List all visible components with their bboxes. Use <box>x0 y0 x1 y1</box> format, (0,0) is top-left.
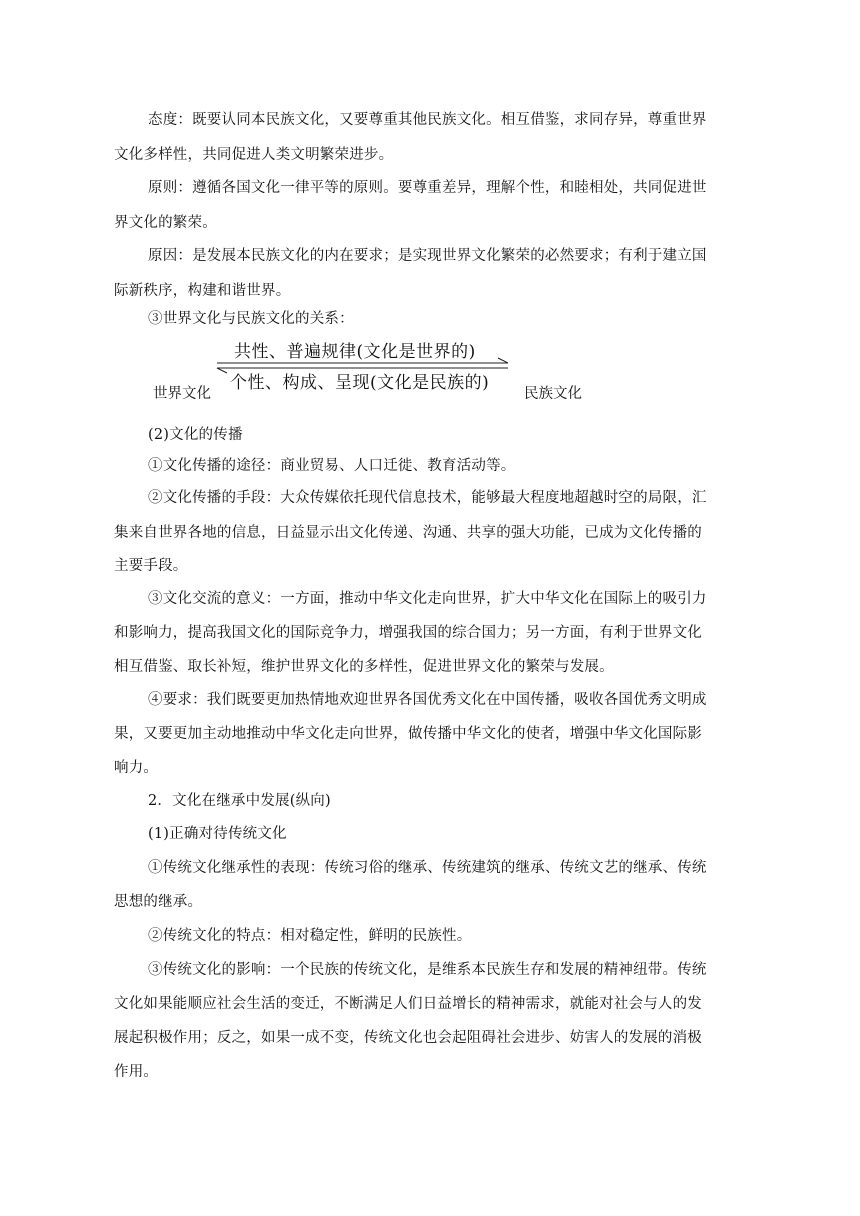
text-line: ④要求：我们既要更加热情地欢迎世界各国优秀文化在中国传播，吸收各国优秀文明成 <box>148 692 707 708</box>
top-arrow-text: 共性、普遍规律(文化是世界的) <box>234 342 476 362</box>
text-line: 原则：遵循各国文化一律平等的原则。要尊重差异，理解个性，和睦相处，共同促进世 <box>148 180 707 196</box>
text-line: 思想的继承。 <box>114 894 203 910</box>
national-culture-label: 民族文化 <box>524 386 582 402</box>
text-line: 文化如果能顺应社会生活的变迁，不断满足人们日益增长的精神需求，就能对社会与人的发 <box>114 996 702 1012</box>
text-line: 作用。 <box>114 1064 159 1080</box>
text-line: ②传统文化的特点：相对稳定性，鲜明的民族性。 <box>148 928 472 944</box>
text-line: 相互借鉴、取长补短，维护世界文化的多样性，促进世界文化的繁荣与发展。 <box>114 659 614 675</box>
text-line: 展起积极作用；反之，如果一成不变，传统文化也会起阻碍社会进步、妨害人的发展的消极 <box>114 1030 702 1046</box>
text-line: 界文化的繁荣。 <box>114 215 217 231</box>
text-line: 集来自世界各地的信息，日益显示出文化传递、沟通、共享的强大功能，已成为文化传播的 <box>114 525 702 541</box>
text-line: ③世界文化与民族文化的关系： <box>148 311 354 327</box>
text-line: 响力。 <box>114 760 159 776</box>
section-heading: (1)正确对待传统文化 <box>148 826 287 842</box>
section-heading: (2)文化的传播 <box>148 427 243 443</box>
text-line: ③文化交流的意义：一方面，推动中华文化走向世界，扩大中华文化在国际上的吸引力 <box>148 591 707 607</box>
text-line: ②文化传播的手段：大众传媒依托现代信息技术，能够最大程度地超越时空的局限，汇 <box>148 490 707 506</box>
text-line: 态度：既要认同本民族文化，又要尊重其他民族文化。相互借鉴，求同存异，尊重世界 <box>148 112 707 128</box>
text-line: 原因：是发展本民族文化的内在要求；是实现世界文化繁荣的必然要求；有利于建立国 <box>148 248 707 264</box>
text-line: ①传统文化继承性的表现：传统习俗的继承、传统建筑的继承、传统文艺的继承、传统 <box>148 860 707 876</box>
text-line: ①文化传播的途径：商业贸易、人口迁徙、教育活动等。 <box>148 458 516 474</box>
section-heading: 2．文化在继承中发展(纵向) <box>148 793 331 809</box>
text-line: 际新秩序，构建和谐世界。 <box>114 283 291 299</box>
world-culture-label: 世界文化 <box>153 386 211 402</box>
bottom-arrow-text: 个性、构成、呈现(文化是民族的) <box>230 373 490 393</box>
text-line: 主要手段。 <box>114 558 188 574</box>
text-line: 果，又要更加主动地推动中华文化走向世界，做传播中华文化的使者，增强中华文化国际影 <box>114 726 702 742</box>
text-line: 和影响力，提高我国文化的国际竞争力，增强我国的综合国力；另一方面，有利于世界文化 <box>114 625 702 641</box>
text-line: 文化多样性，共同促进人类文明繁荣进步。 <box>114 147 394 163</box>
text-line: ③传统文化的影响：一个民族的传统文化，是维系本民族生存和发展的精神纽带。传统 <box>148 962 707 978</box>
